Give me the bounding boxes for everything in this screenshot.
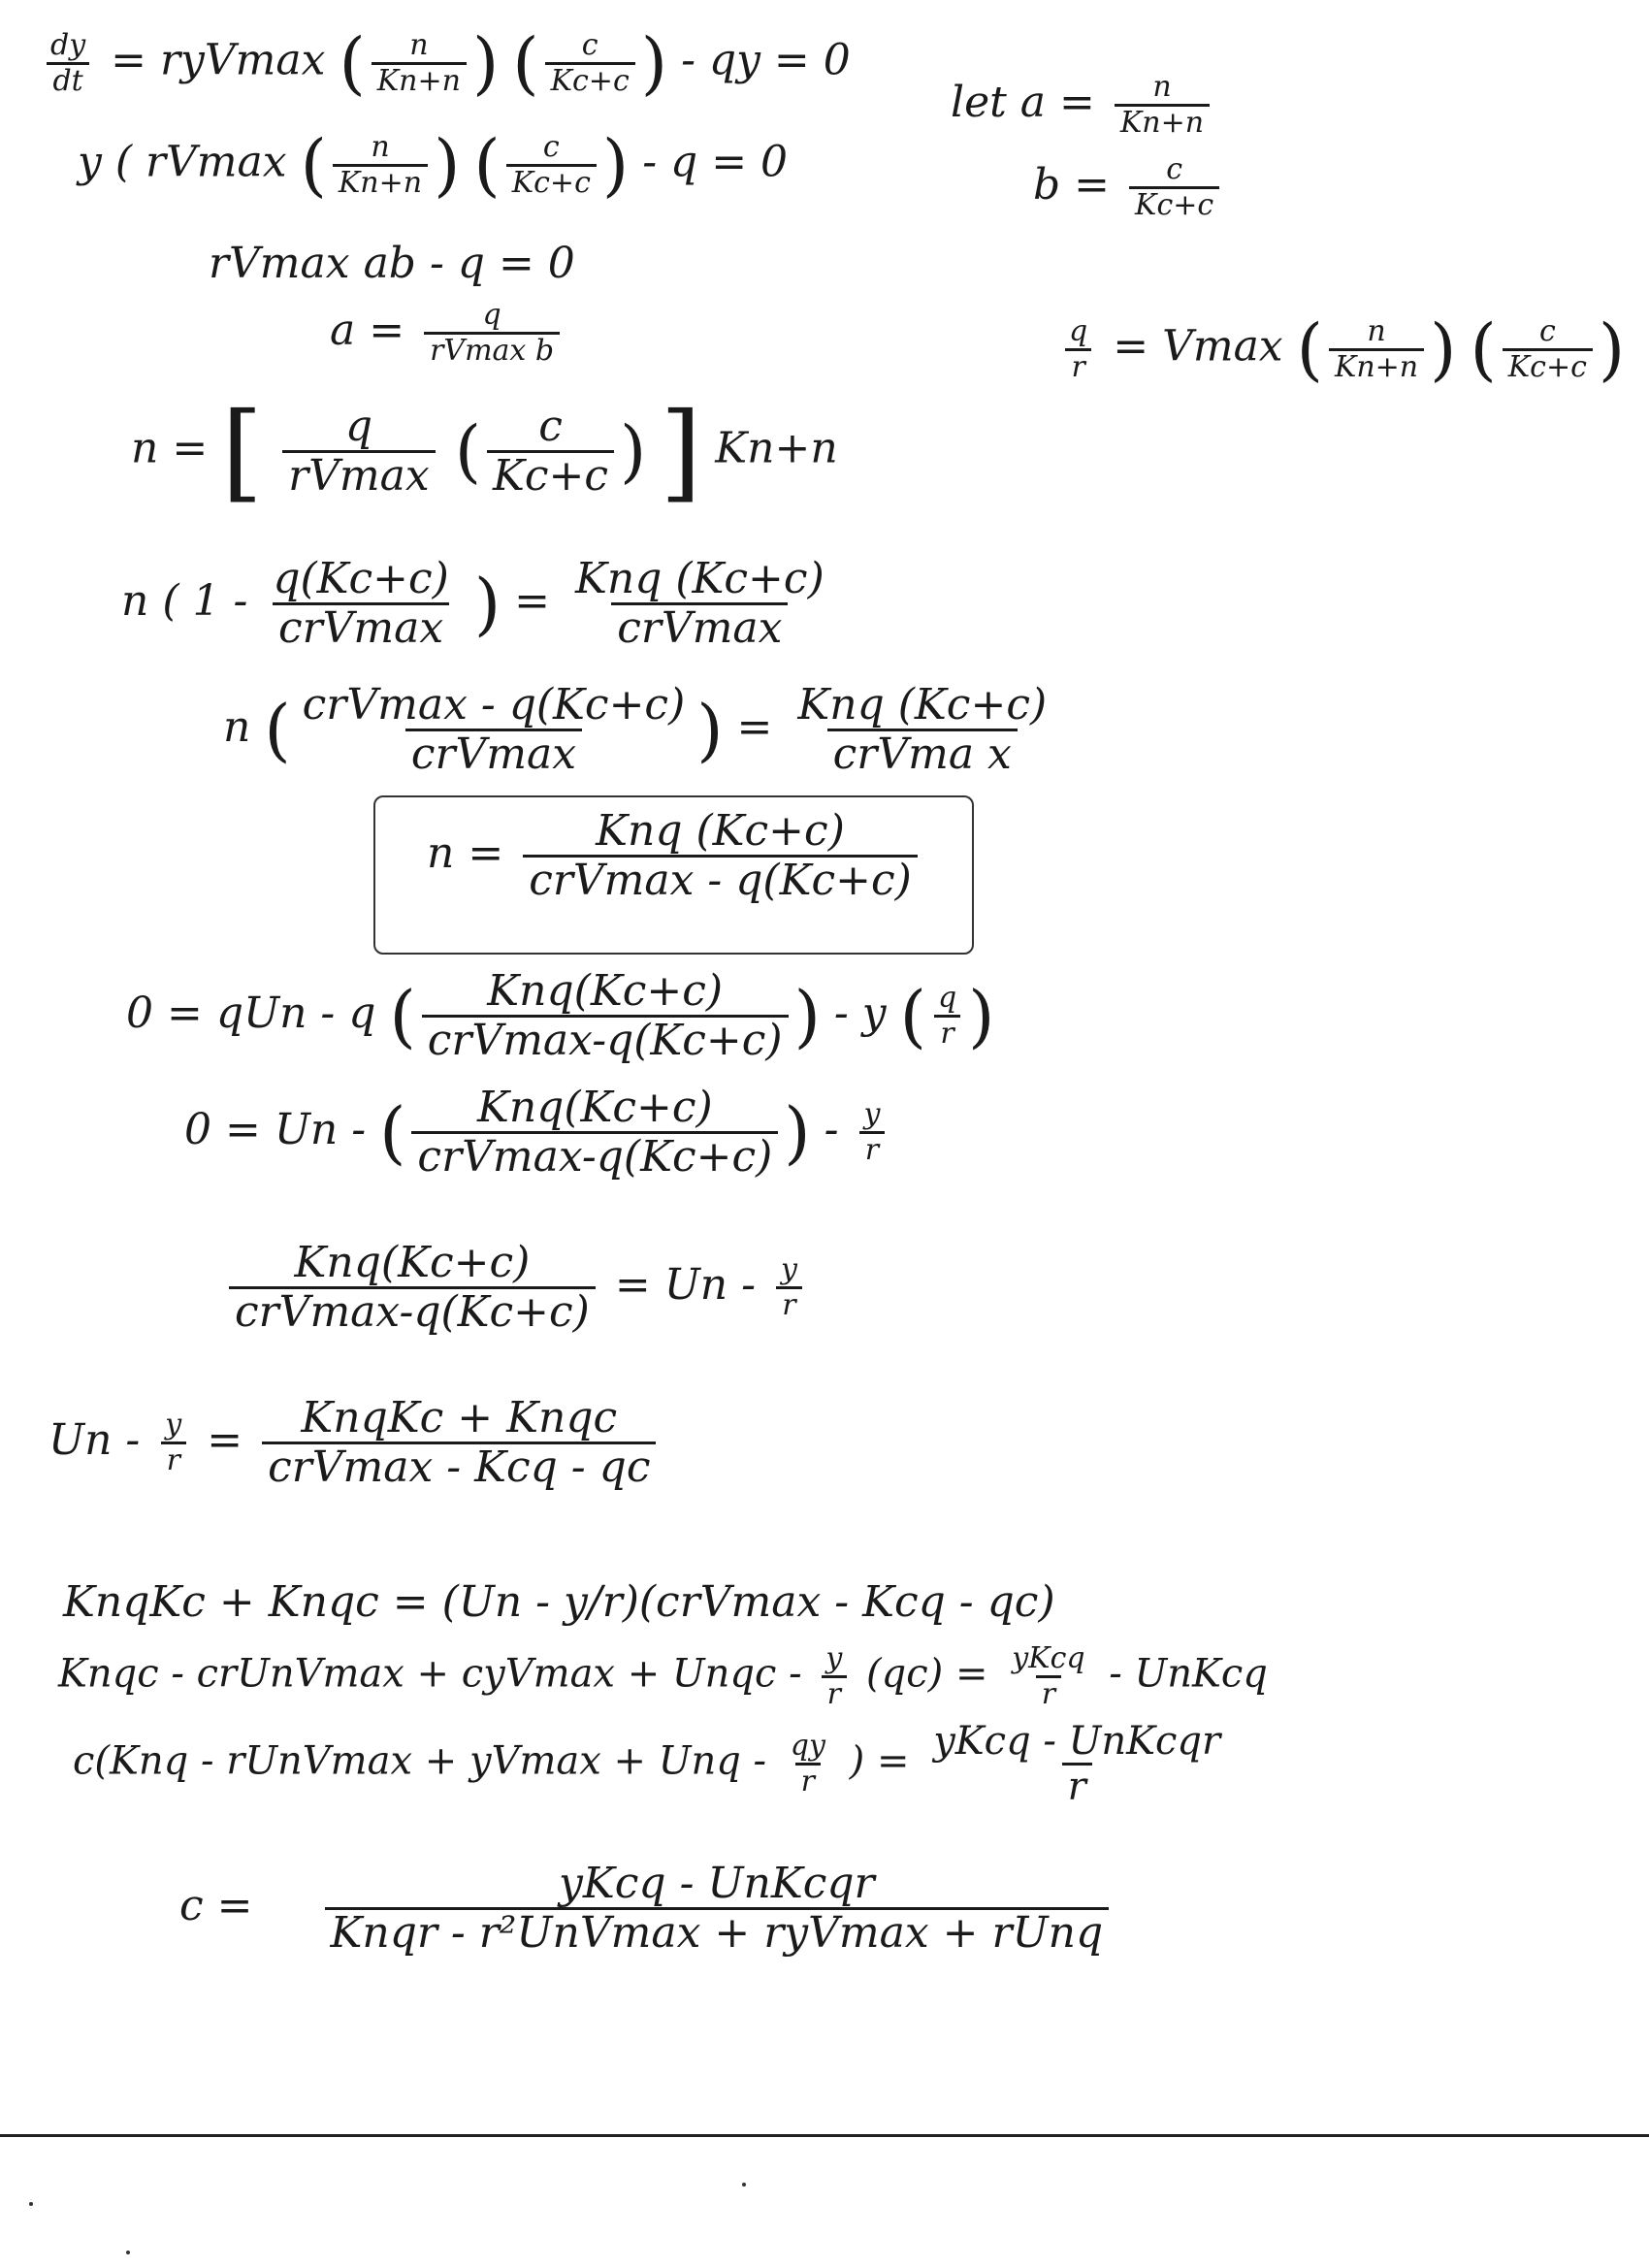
equation-text: c(Knq - rUnVmax + yVmax + Unq - [73, 1738, 767, 1784]
fraction-denominator: Kn+n [333, 164, 428, 198]
equation-text: n ( 1 - [121, 576, 248, 626]
fraction-denominator: crVmax - q(Kc+c) [523, 855, 918, 902]
fraction-numerator: Knq (Kc+c) [596, 806, 845, 856]
equation-line-8 [427, 806, 923, 905]
fraction [1115, 70, 1210, 140]
fraction-numerator: yKcq - UnKcqr [559, 1859, 875, 1908]
fraction-denominator: rVmax b [424, 332, 560, 366]
equation-line-10: 0 = Un - ( $\frac{\text{Knq(Kc+c)}}{\text{crVmax-q(Kc+c)}}$ ) - $\frac{y}{r}$ [184, 1086, 891, 1179]
fraction-numerator: Knq (Kc+c) [575, 554, 824, 603]
fraction-denominator: r [161, 1442, 186, 1475]
fraction [229, 1238, 596, 1337]
equation-text: - q = 0 [642, 137, 789, 187]
equation-line-14 [58, 1641, 1268, 1711]
equation-line-7: n ( $\frac{\text{crVmax - q(Kc+c)}}{\text{crVmax}}$ ) = $\frac{\text{Knq (Kc+c)}}{\text{crVma x}}$ [223, 684, 1058, 776]
equation-text: y ( rVmax [78, 137, 287, 187]
fraction-numerator: n [1367, 313, 1386, 348]
equation-text: a = [330, 306, 405, 355]
fraction-numerator: n [1152, 70, 1172, 104]
fraction-denominator: rVmax [282, 450, 436, 498]
side-equation: $\frac{q}{r}$ = Vmax ( $\frac{n}{Kn+n}$ ) ( $\frac{c}{Kc+c}$ ) [1057, 315, 1625, 383]
fraction-numerator: qy [790, 1729, 825, 1763]
equation-line-4 [330, 298, 566, 368]
equation-text: = ryVmax [111, 35, 326, 85]
fraction-denominator: Kc+c [1503, 348, 1593, 382]
fraction [506, 129, 597, 200]
equation-text: let a = [951, 78, 1095, 127]
equation-text: (qc) = [866, 1651, 988, 1697]
fraction-numerator: Knq(Kc+c) [294, 1238, 531, 1287]
fraction [932, 981, 962, 1051]
equation-line-6: n ( 1 - $\frac{q(Kc+c)}{\text{crVmax}}$ ) = $\frac{\text{Knq (Kc+c)}}{\text{crVmax}}$ [121, 558, 836, 650]
fraction-denominator: crVmax-q(Kc+c) [411, 1131, 778, 1179]
fraction [1063, 313, 1093, 384]
fraction [1503, 313, 1593, 384]
scan-speck [742, 2183, 746, 2187]
equation-line-15 [73, 1719, 1232, 1809]
fraction-denominator: r [1062, 1763, 1092, 1806]
fraction-numerator: crVmax - q(Kc+c) [302, 680, 686, 729]
scan-speck [126, 2251, 130, 2254]
fraction-denominator: crVmax [405, 729, 582, 776]
equation-text: - qy = 0 [681, 35, 851, 85]
fraction-denominator: Kc+c [545, 62, 635, 96]
fraction-denominator: Kc+c [506, 164, 597, 198]
fraction-numerator: c [1166, 152, 1183, 186]
equation-line-5: n = [ $\frac{q}{rVmax}$ ( $\frac{c}{Kc+c}$ ) ] Kn+n [131, 389, 838, 513]
fraction-numerator: y [165, 1408, 182, 1442]
fraction [857, 1097, 886, 1167]
fraction-denominator: r [795, 1763, 821, 1797]
dy-dt-fraction [45, 27, 91, 98]
equation-text: KnqKc + Knqc = (Un - y/r)(crVmax - Kcq - qc) [63, 1577, 1055, 1627]
equation-text: c = [179, 1881, 253, 1930]
fraction [1329, 313, 1424, 384]
fraction [325, 1859, 1110, 1958]
fraction [775, 1252, 803, 1322]
fraction-numerator: n [409, 27, 429, 62]
fraction-numerator: q [1069, 313, 1088, 348]
page-bottom-border [0, 2134, 1649, 2137]
fraction-numerator: c [538, 401, 563, 451]
equation-line-11 [223, 1238, 809, 1337]
fraction-denominator: dt [47, 62, 88, 96]
fraction-numerator: KnqKc + Knqc [301, 1393, 618, 1442]
equation-text: ) = [849, 1738, 910, 1784]
fraction-denominator: crVmax [273, 602, 449, 650]
equation-text: Kn+n [715, 423, 838, 473]
fraction [1129, 152, 1219, 222]
fraction-denominator: crVmax-q(Kc+c) [229, 1286, 596, 1334]
equation-line-2: y ( rVmax ( $\frac{n}{Kn+n}$ ) ( $\frac{c}{Kc+c}$ ) - q = 0 [78, 125, 789, 205]
fraction-denominator: r [1036, 1675, 1061, 1709]
fraction-numerator: dy [50, 27, 86, 62]
fraction-numerator: y [863, 1097, 881, 1131]
fraction-denominator: Kn+n [1329, 348, 1424, 382]
fraction [487, 401, 614, 501]
fraction [545, 27, 635, 98]
fraction [1006, 1641, 1090, 1711]
fraction-denominator: r [1065, 348, 1090, 382]
fraction-numerator: q [344, 401, 372, 451]
fraction [333, 129, 428, 200]
fraction-numerator: Knq (Kc+c) [797, 680, 1048, 729]
fraction-denominator: r [776, 1286, 801, 1320]
equation-text: - y [833, 988, 887, 1038]
equation-line-13 [63, 1577, 1055, 1627]
equation-text: = Un - [614, 1260, 756, 1310]
equation-text: = Vmax [1113, 321, 1283, 372]
fraction-denominator: Kc+c [487, 450, 614, 498]
fraction-denominator: Kn+n [1115, 104, 1210, 138]
fraction [785, 1729, 831, 1798]
fraction-numerator: q(Kc+c) [273, 554, 449, 603]
fraction-denominator: Kc+c [1129, 186, 1219, 220]
fraction-numerator: q [482, 298, 501, 332]
fraction-numerator: c [1538, 313, 1556, 348]
definition-a [951, 70, 1215, 140]
fraction-denominator: r [934, 1015, 959, 1049]
fraction-denominator: Knqr - r²UnVmax + ryVmax + rUnq [325, 1907, 1110, 1955]
equation-text: b = [1033, 160, 1111, 210]
equation-line-16 [179, 1859, 1115, 1958]
fraction [267, 554, 455, 653]
fraction [372, 27, 467, 98]
fraction [820, 1641, 848, 1711]
equation-line-9: 0 = qUn - q ( $\frac{\text{Knq(Kc+c)}}{\text{crVmax-q(Kc+c)}}$ ) - y ( $\frac{q}{r}$ ) [126, 966, 995, 1065]
fraction-denominator: r [822, 1675, 847, 1709]
fraction-denominator: crVmax [611, 602, 788, 650]
fraction-denominator: crVmax-q(Kc+c) [422, 1015, 789, 1062]
fraction-denominator: crVma x [827, 729, 1018, 776]
fraction-denominator: Kn+n [372, 62, 467, 96]
equation-text: rVmax ab - q = 0 [209, 239, 575, 288]
fraction-denominator: crVmax - Kcq - qc [262, 1442, 656, 1489]
equation-text: - [824, 1105, 839, 1154]
equation-line-3 [209, 239, 575, 288]
definition-b [1033, 152, 1225, 222]
fraction [569, 554, 830, 653]
fraction [262, 1393, 656, 1492]
fraction-numerator: Knq(Kc+c) [487, 966, 724, 1016]
fraction-denominator: r [859, 1131, 885, 1165]
equation-line-1: $\frac{dy}{dt}$ = ryVmax ( $\frac{n}{Kn+n}$ ) ( $\frac{c}{Kc+c}$ ) - qy = 0 [39, 29, 851, 97]
fraction-numerator: y [780, 1252, 797, 1286]
equation-text: n = [131, 423, 209, 473]
fraction [422, 966, 789, 1065]
equation-text: - UnKcq [1109, 1651, 1268, 1697]
fraction [792, 680, 1052, 779]
equation-text: 0 = Un - [184, 1105, 367, 1154]
fraction-numerator: q [937, 981, 957, 1015]
fraction-numerator: yKcq - UnKcqr [933, 1719, 1221, 1764]
fraction-numerator: n [371, 129, 390, 164]
fraction [523, 806, 918, 905]
fraction [282, 401, 436, 501]
equation-line-12: Un - $\frac{y}{r}$ = $\frac{\text{KnqKc + Knqc}}{\text{crVmax - Kcq - qc}}$ [48, 1397, 662, 1489]
equation-text: Knqc - crUnVmax + cyVmax + Unqc - [58, 1651, 802, 1697]
fraction-numerator: Knq(Kc+c) [476, 1083, 713, 1132]
fraction-numerator: c [581, 27, 598, 62]
fraction-numerator: yKcq [1012, 1641, 1085, 1675]
fraction-numerator: c [542, 129, 560, 164]
equation-text: n = [427, 828, 504, 878]
fraction [297, 680, 692, 779]
scan-speck [29, 2202, 33, 2206]
fraction [159, 1410, 187, 1475]
equation-text: Un - [48, 1415, 141, 1465]
fraction [424, 298, 560, 368]
fraction [927, 1719, 1226, 1809]
fraction-numerator: y [825, 1641, 843, 1675]
equation-text: 0 = qUn - q [126, 988, 376, 1038]
equation-text: n [223, 702, 251, 752]
